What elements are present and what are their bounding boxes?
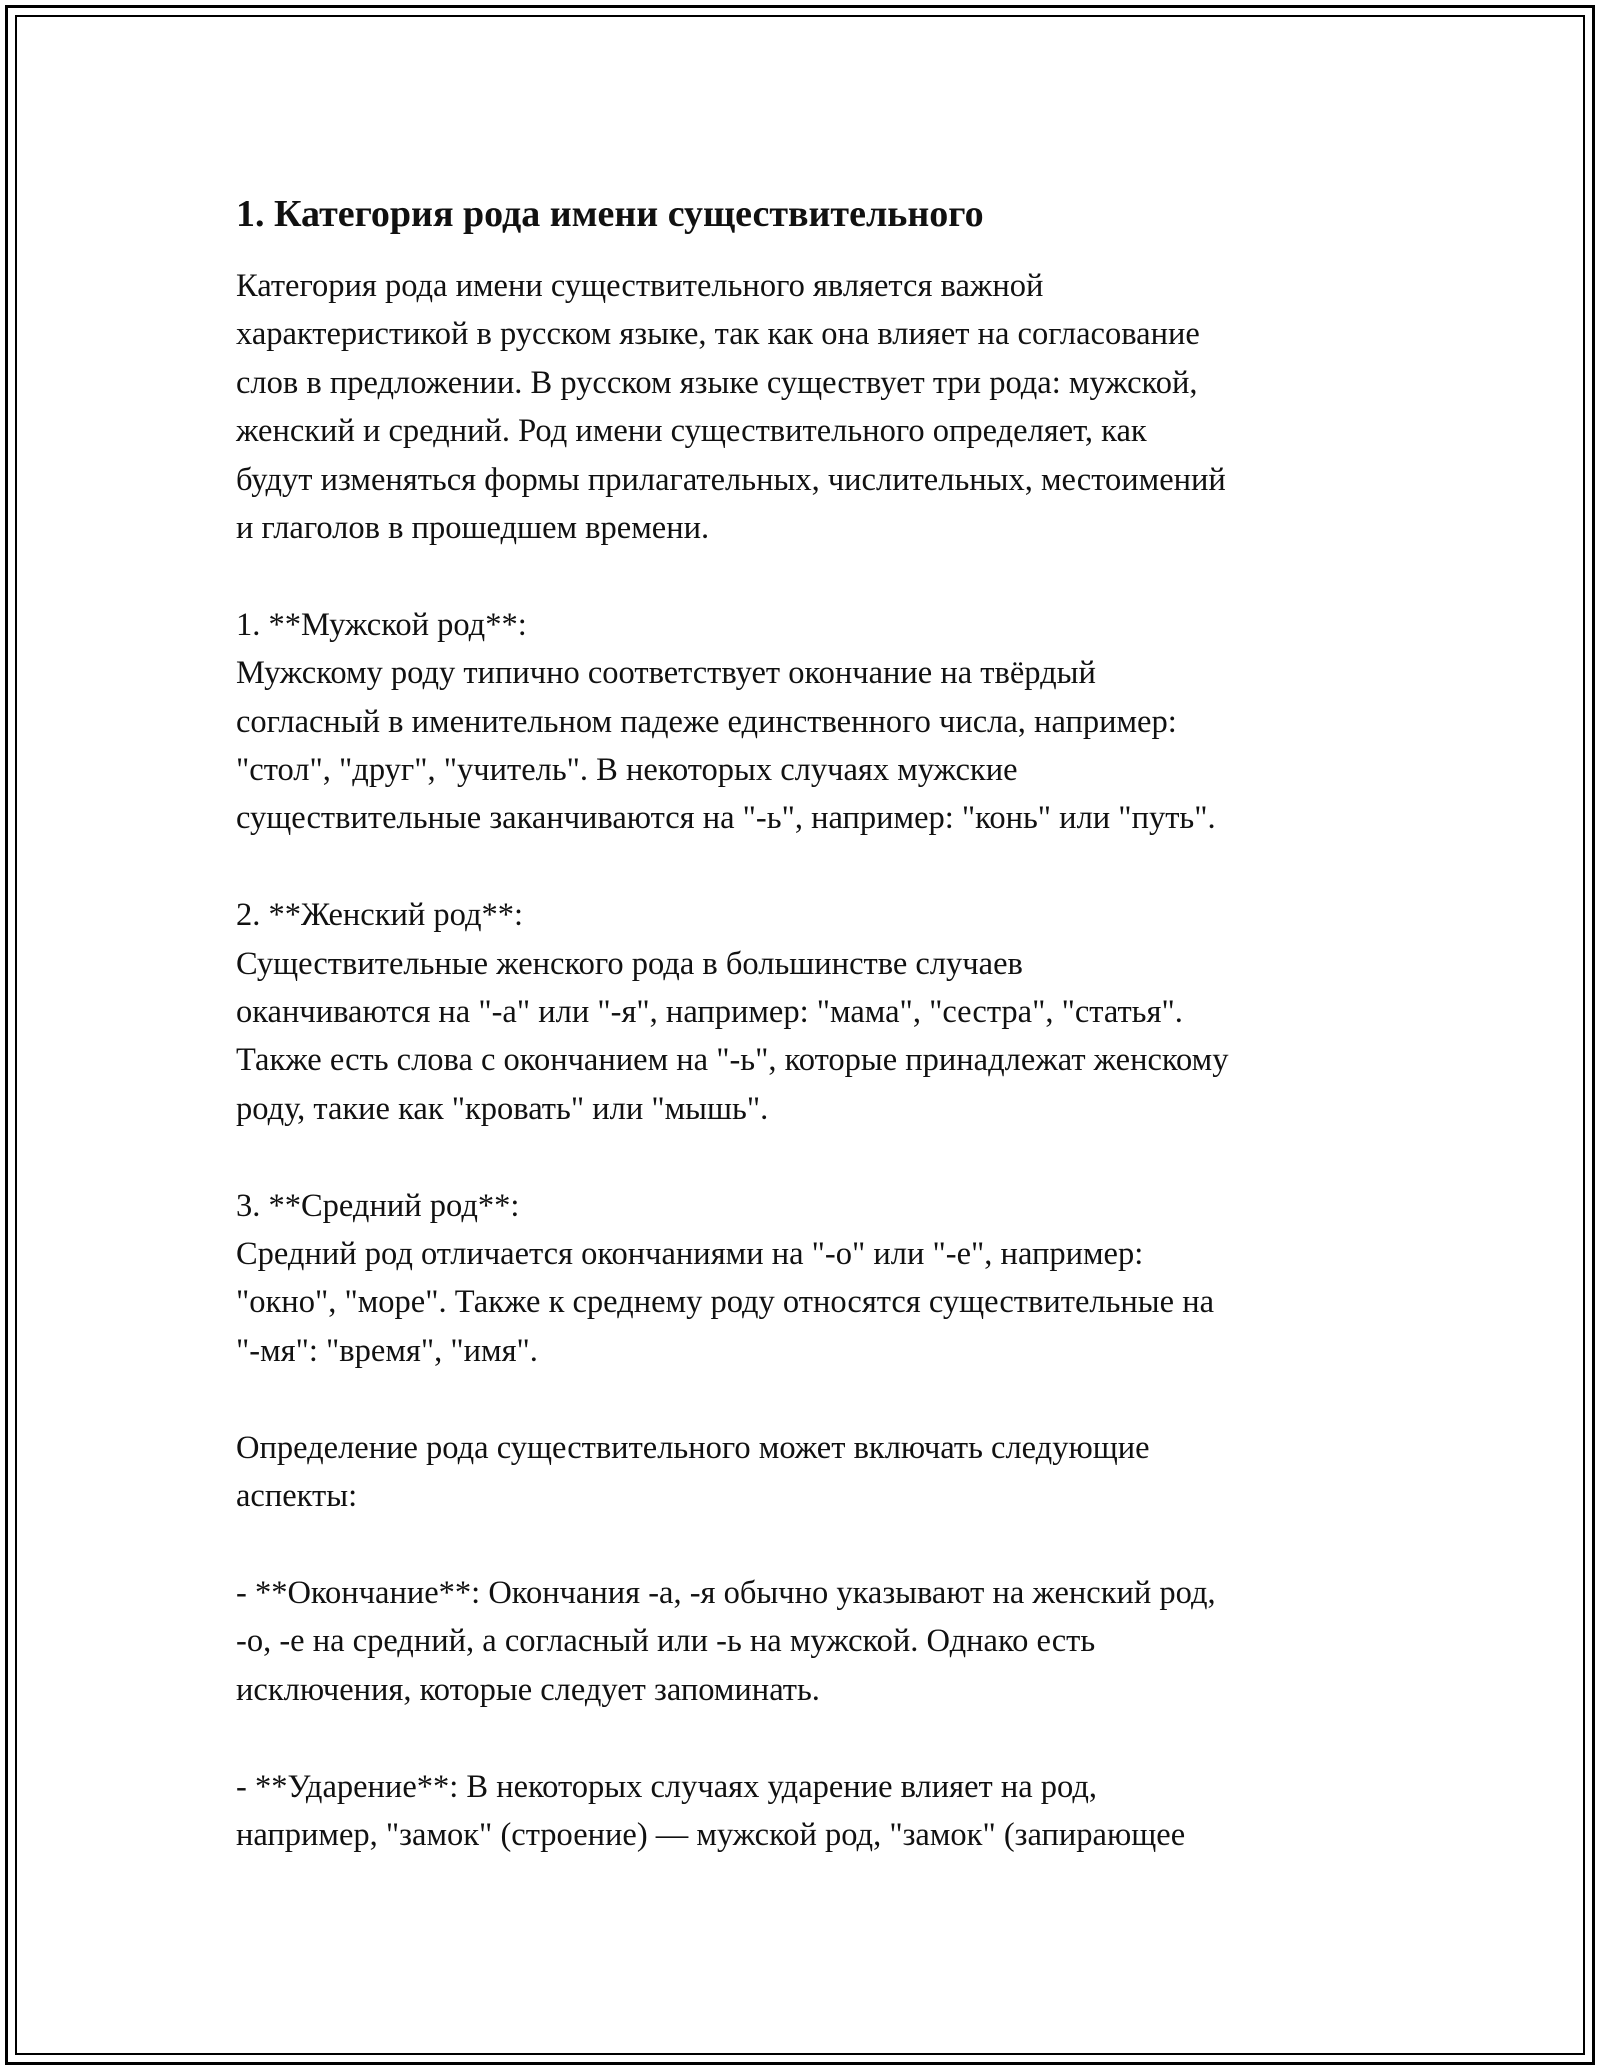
- document-title: 1. Категория рода имени существительного: [236, 193, 984, 235]
- paragraph-gap: [236, 552, 1376, 600]
- neuter-gender-paragraph: 3. **Средний род**: Средний род отличается окончаниями на "-о" или "-е", например: "окно", "море". Также к среднему роду относятся существительные на "-мя": "время", "имя".: [236, 1187, 1215, 1369]
- ending-aspect-paragraph: - **Окончание**: Окончания -а, -я обычно указывают на женский род, -о, -е на средний, а согласный или -ь на мужской. Однако есть исключения, которые следует запоминать.: [236, 1574, 1216, 1708]
- paragraph-gap: [236, 1375, 1376, 1423]
- paragraph-gap: [236, 1521, 1376, 1569]
- paragraph-gap: [236, 1133, 1376, 1181]
- intro-paragraph: Категория рода имени существительного является важной характеристикой в русском языке, так как она влияет на согласование слов в предложении. В русском языке существует три рода: мужской, женский и средний. Род имени существительного определяет, как будут изменяться формы прилагательных, числительных, местоимений и глаголов в прошедшем времени.: [236, 268, 1226, 547]
- stress-aspect-paragraph: - **Ударение**: В некоторых случаях ударение влияет на род, например, "замок" (строение) — мужской род, "замок" (запирающее: [236, 1768, 1186, 1853]
- document-body: [236, 188, 1376, 1859]
- paragraph-gap: [236, 843, 1376, 891]
- feminine-gender-paragraph: 2. **Женский род**: Существительные женского рода в большинстве случаев оканчиваются на "-а" или "-я", например: "мама", "сестра", "статья". Также есть слова с окончанием на "-ь", которые принадлежат женскому роду, такие как "кровать" или "мышь".: [236, 897, 1229, 1127]
- masculine-gender-paragraph: 1. **Мужской род**: Мужскому роду типично соответствует окончание на твёрдый согласный в именительном падеже единственного числа, например: "стол", "друг", "учитель". В некоторых случаях мужские существительные заканчиваются на "-ь", например: "конь" или "путь".: [236, 606, 1216, 837]
- aspects-intro-paragraph: Определение рода существительного может включать следующие аспекты:: [236, 1429, 1150, 1515]
- paragraph-gap: [236, 1714, 1376, 1762]
